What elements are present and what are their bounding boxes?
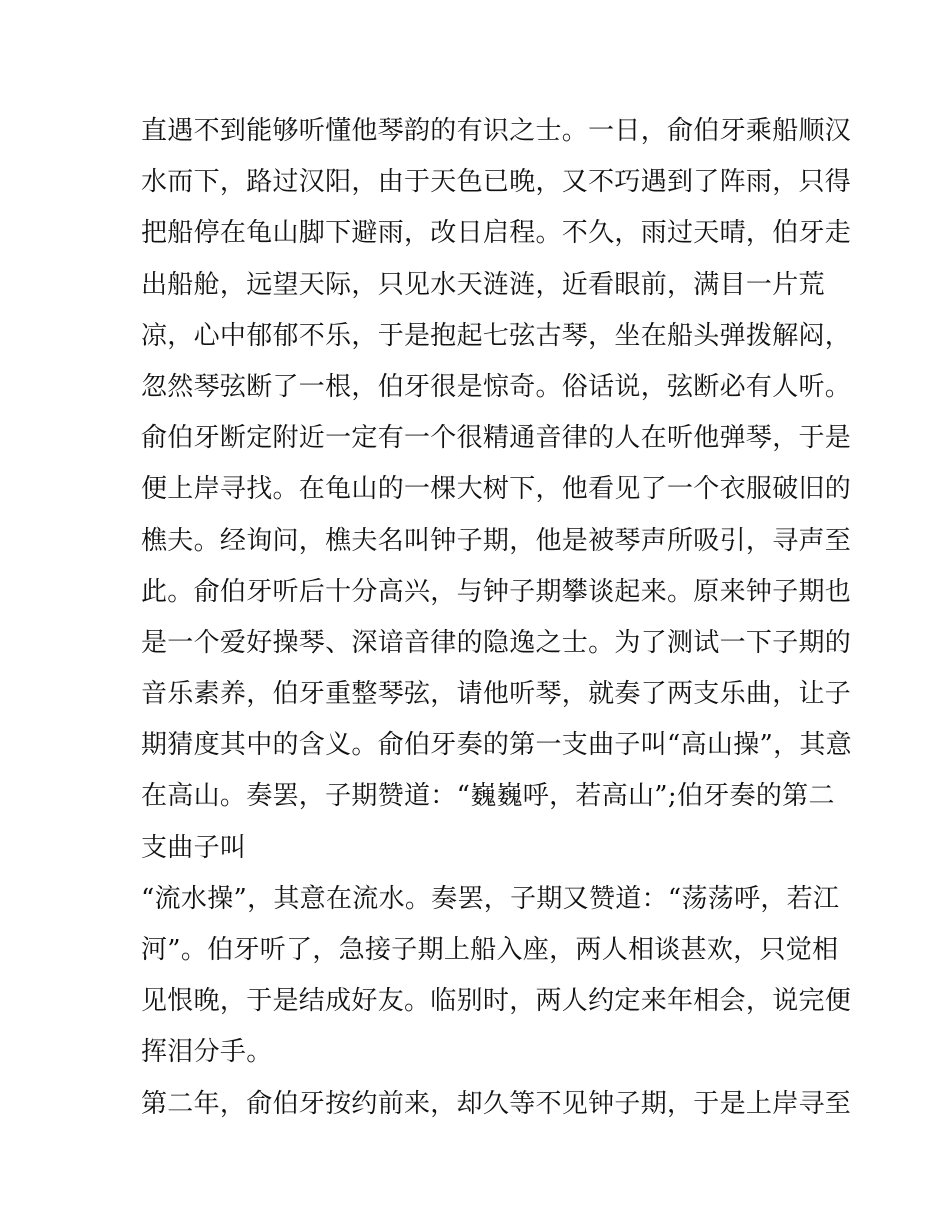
text-line: 此。俞伯牙听后十分高兴，与钟子期攀谈起来。原来钟子期也: [141, 576, 852, 607]
text-line: 凉，心中郁郁不乐，于是抱起七弦古琴，坐在船头弹拨解闷，: [141, 320, 852, 351]
text-line: 出船舱，远望天际，只见水天涟涟，近看眼前，满目一片荒: [141, 269, 825, 300]
text-line: 在高山。奏罢，子期赞道：“巍巍呼，若高山”;伯牙奏的第二: [141, 781, 835, 812]
text-line: 河”。伯牙听了，急接子期上船入座，两人相谈甚欢，只觉相: [141, 935, 839, 965]
text-line: 直遇不到能够听懂他琴韵的有识之士。一日，俞伯牙乘船顺汉: [141, 116, 852, 146]
text-line: 挥泪分手。: [141, 1037, 273, 1068]
body-text: [141, 106, 852, 1130]
text-line: 第二年，俞伯牙按约前来，却久等不见钟子期，于是上岸寻至: [141, 1088, 852, 1119]
text-line: “流水操”，其意在流水。奏罢，子期又赞道：“荡荡呼，若江: [141, 883, 840, 914]
text-line: 水而下，路过汉阳，由于天色已晚，又不巧遇到了阵雨，只得: [141, 167, 852, 198]
text-line: 音乐素养，伯牙重整琴弦，请他听琴，就奏了两支乐曲，让子: [141, 679, 852, 710]
text-line: 樵夫。经询问，樵夫名叫钟子期，他是被琴声所吸引，寻声至: [141, 525, 852, 556]
text-line: 忽然琴弦断了一根，伯牙很是惊奇。俗话说，弦断必有人听。: [141, 371, 852, 402]
text-line: 俞伯牙断定附近一定有一个很精通音律的人在听他弹琴，于是: [141, 423, 852, 454]
text-line: 便上岸寻找。在龟山的一棵大树下，他看见了一个衣服破旧的: [141, 474, 852, 505]
text-line: 期猜度其中的含义。俞伯牙奏的第一支曲子叫“高山操”，其意: [141, 730, 852, 761]
text-line: 把船停在龟山脚下避雨，改日启程。不久，雨过天晴，伯牙走: [141, 218, 852, 249]
text-line: 是一个爱好操琴、深谙音律的隐逸之士。为了测试一下子期的: [141, 627, 852, 658]
text-line: 支曲子叫: [141, 832, 247, 863]
text-line: 见恨晚，于是结成好友。临别时，两人约定来年相会，说完便: [141, 986, 852, 1017]
